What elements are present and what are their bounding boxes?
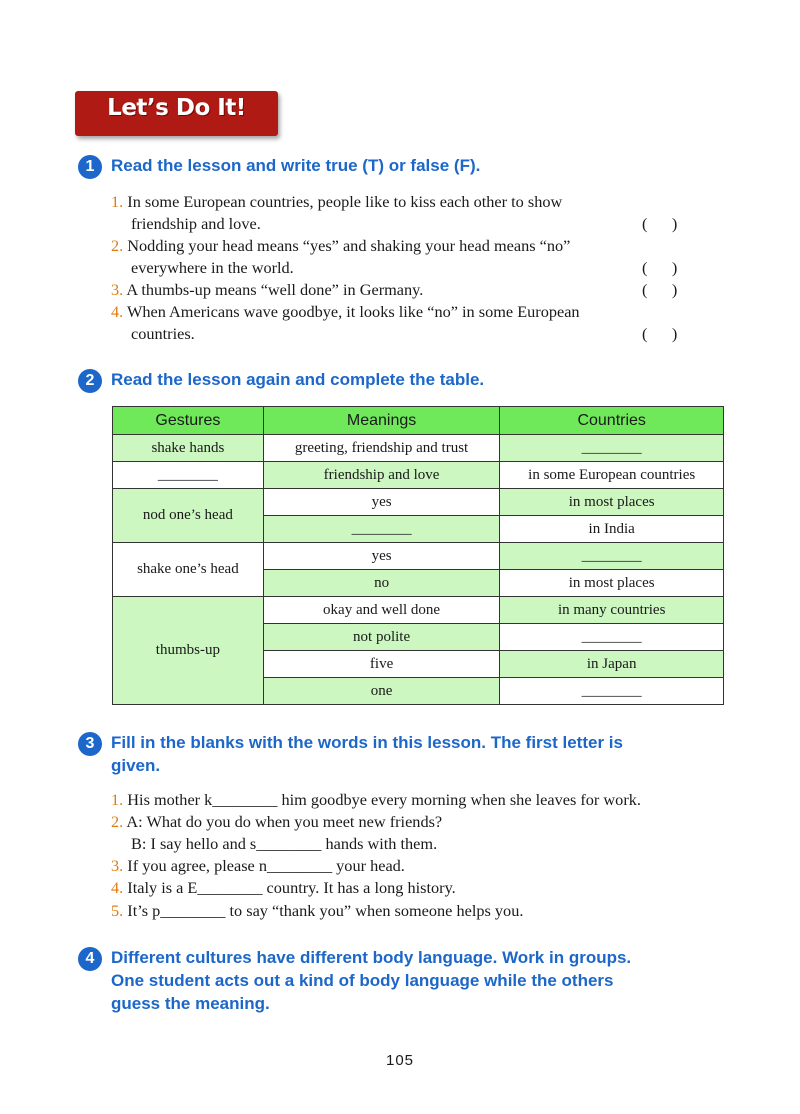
list-item: 1. His mother k________ him goodbye every morning when she leaves for work. xyxy=(111,790,641,809)
section-1-badge: 1 xyxy=(78,155,102,179)
list-item: 1. In some European countries, people like to kiss each other to show xyxy=(111,192,563,211)
table-cell: not polite xyxy=(263,624,500,651)
table-cell: in most places xyxy=(500,489,724,516)
section-4-heading-continued: One student acts out a kind of body language while the others xyxy=(111,971,614,990)
table-cell: in some European countries xyxy=(500,462,724,489)
list-item: 4. When Americans wave goodbye, it looks like “no” in some European xyxy=(111,302,580,321)
blank-cell[interactable]: ________ xyxy=(263,516,500,543)
section-1-heading: Read the lesson and write true (T) or false (F). xyxy=(111,156,481,175)
list-item-continued: B: I say hello and s________ hands with them. xyxy=(131,834,438,853)
answer-bracket[interactable]: ( ) xyxy=(642,280,678,299)
section-3-badge: 3 xyxy=(78,732,102,756)
section-4-badge: 4 xyxy=(78,947,102,971)
answer-bracket[interactable]: ( ) xyxy=(642,258,678,277)
blank-cell[interactable]: ________ xyxy=(500,435,724,462)
table-cell: no xyxy=(263,570,500,597)
answer-bracket[interactable]: ( ) xyxy=(642,214,678,233)
list-item: 2. Nodding your head means “yes” and shaking your head means “no” xyxy=(111,236,571,255)
table-row xyxy=(113,462,724,489)
table-cell: yes xyxy=(263,543,500,570)
table-cell: okay and well done xyxy=(263,597,500,624)
answer-bracket[interactable]: ( ) xyxy=(642,324,678,343)
table-cell: in Japan xyxy=(500,651,724,678)
blank-cell[interactable]: ________ xyxy=(500,624,724,651)
table-row xyxy=(113,597,724,624)
section-4-heading: Different cultures have different body language. Work in groups. xyxy=(111,948,632,967)
column-header: Gestures xyxy=(113,407,264,435)
table-row xyxy=(113,543,724,570)
table-cell: thumbs-up xyxy=(113,597,264,705)
table-cell: five xyxy=(263,651,500,678)
table-cell: in most places xyxy=(500,570,724,597)
list-item: 4. Italy is a E________ country. It has a long history. xyxy=(111,878,456,897)
list-item-continued: countries. xyxy=(131,324,195,343)
table-cell: nod one’s head xyxy=(113,489,264,543)
column-header: Meanings xyxy=(263,407,500,435)
page-number: 105 xyxy=(385,1052,415,1069)
section-2-badge: 2 xyxy=(78,369,102,393)
list-item: 2. A: What do you do when you meet new friends? xyxy=(111,812,443,831)
blank-cell[interactable]: ________ xyxy=(500,678,724,705)
blank-cell[interactable]: ________ xyxy=(500,543,724,570)
section-4-heading-continued: guess the meaning. xyxy=(111,994,270,1013)
column-header: Countries xyxy=(500,407,724,435)
gestures-table xyxy=(112,406,724,705)
table-row xyxy=(113,435,724,462)
list-item: 5. It’s p________ to say “thank you” when someone helps you. xyxy=(111,901,524,920)
list-item: 3. A thumbs-up means “well done” in Germany. xyxy=(111,280,424,299)
section-3-heading-continued: given. xyxy=(111,756,161,775)
list-item-continued: friendship and love. xyxy=(131,214,261,233)
table-cell: in many countries xyxy=(500,597,724,624)
table-cell: greeting, friendship and trust xyxy=(263,435,500,462)
section-2-heading: Read the lesson again and complete the table. xyxy=(111,370,485,389)
section-3-heading: Fill in the blanks with the words in this lesson. The first letter is xyxy=(111,733,623,752)
table-cell: shake one’s head xyxy=(113,543,264,597)
table-cell: shake hands xyxy=(113,435,264,462)
banner-title: Let’s Do It! xyxy=(107,95,246,121)
list-item: 3. If you agree, please n________ your head. xyxy=(111,856,405,875)
table-header-row xyxy=(113,407,724,435)
table-cell: friendship and love xyxy=(263,462,500,489)
table-cell: yes xyxy=(263,489,500,516)
table-cell: in India xyxy=(500,516,724,543)
table-row xyxy=(113,489,724,516)
blank-cell[interactable]: ________ xyxy=(113,462,264,489)
lets-do-it-banner xyxy=(75,91,278,136)
table-cell: one xyxy=(263,678,500,705)
list-item-continued: everywhere in the world. xyxy=(131,258,294,277)
